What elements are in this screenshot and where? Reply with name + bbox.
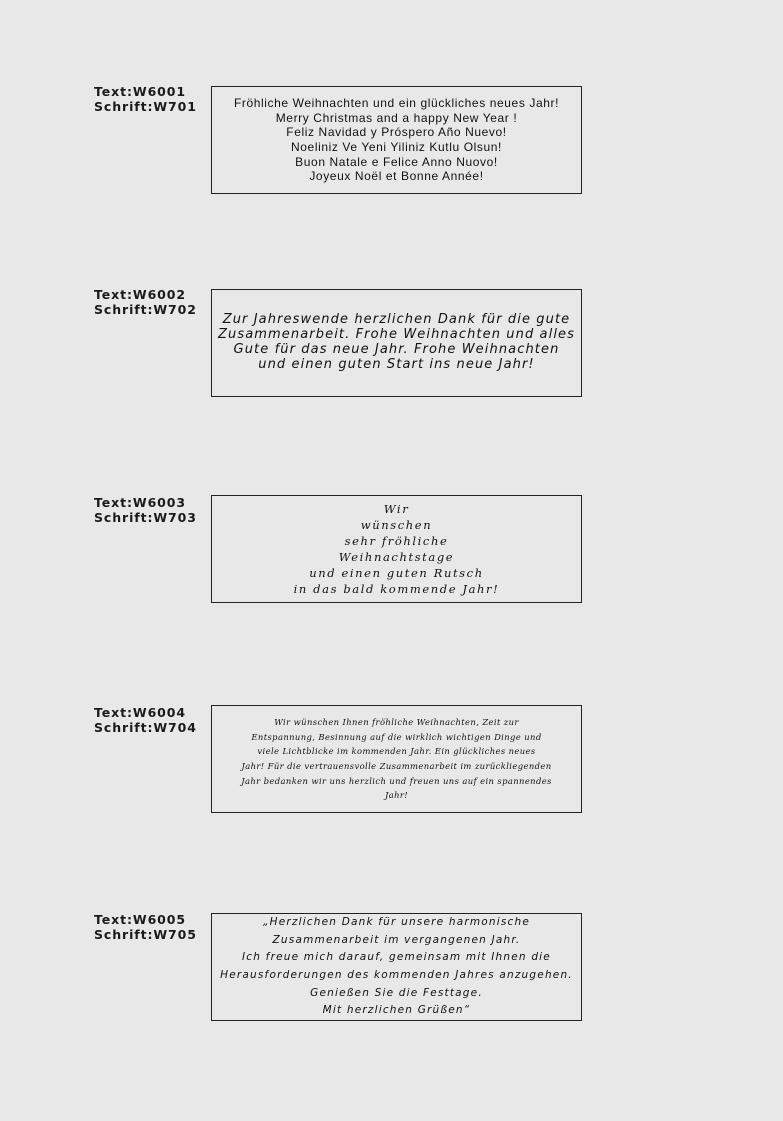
entry-labels: [94, 705, 197, 735]
greeting-line: Mit herzlichen Grüßen“: [322, 1004, 471, 1017]
greeting-line: Entspannung, Besinnung auf die wirklich wichtigen Dinge und: [251, 731, 542, 742]
greeting-line: Herausforderungen des kommenden Jahres anzugehen.: [220, 969, 573, 981]
greeting-line: Weihnachtstage: [338, 550, 455, 564]
entry-labels: [94, 495, 197, 525]
greeting-text-box: [211, 495, 582, 603]
greeting-line: Feliz Navidad y Próspero Año Nuevo!: [286, 125, 507, 140]
entry-labels: [94, 84, 197, 114]
greeting-line: Merry Christmas and a happy New Year !: [275, 110, 518, 125]
greeting-line: Fröhliche Weihnachten und ein glückliches neues Jahr!: [233, 96, 560, 111]
greeting-line: Wir: [383, 502, 410, 516]
font-code-label: Schrift:W702: [94, 302, 197, 317]
greeting-line: Joyeux Noël et Bonne Année!: [309, 169, 484, 184]
greeting-text-box: [211, 289, 582, 397]
greeting-line: Zusammenarbeit im vergangenen Jahr.: [272, 933, 521, 946]
greeting-line: viele Lichtblicke im kommenden Jahr. Ein glückliches neues: [257, 746, 536, 757]
entry-labels: [94, 912, 197, 942]
greeting-line: sehr fröhliche: [344, 534, 449, 548]
greeting-line: Noeliniz Ve Yeni Yiliniz Kutlu Olsun!: [291, 140, 502, 154]
text-code-label: Text:W6004: [94, 705, 186, 720]
text-code-label: Text:W6002: [94, 287, 186, 302]
greeting-line: Genießen Sie die Festtage.: [310, 986, 483, 999]
text-code-label: Text:W6003: [94, 495, 186, 510]
greeting-line: „Herzlichen Dank für unsere harmonische: [262, 916, 531, 929]
greeting-line: Zur Jahreswende herzlichen Dank für die gute: [222, 312, 571, 328]
font-code-label: Schrift:W704: [94, 720, 197, 735]
font-code-label: Schrift:W701: [94, 99, 197, 114]
entry-labels: [94, 287, 197, 317]
greeting-text-box: [211, 86, 582, 194]
text-code-label: Text:W6005: [94, 912, 186, 927]
greeting-line: und einen guten Start ins neue Jahr!: [258, 356, 535, 372]
greeting-line: Wir wünschen Ihnen fröhliche Weihnachten, Zeit zur: [274, 717, 519, 728]
greeting-line: Gute für das neue Jahr. Frohe Weihnachten: [233, 342, 560, 357]
font-code-label: Schrift:W705: [94, 927, 197, 942]
greeting-line: Zusammenarbeit. Frohe Weihnachten und alles: [217, 327, 575, 343]
greeting-line: wünschen: [360, 518, 433, 532]
greeting-line: Jahr!: [384, 790, 409, 801]
greeting-line: Jahr bedanken wir uns herzlich und freuen uns auf ein spannendes: [241, 775, 552, 786]
text-code-label: Text:W6001: [94, 84, 186, 99]
greeting-line: Jahr! Für die vertrauensvolle Zusammenarbeit im zurückliegenden: [241, 761, 552, 771]
greeting-text-box: [211, 913, 582, 1021]
font-code-label: Schrift:W703: [94, 510, 197, 525]
greeting-text-box: [211, 705, 582, 813]
greeting-line: und einen guten Rutsch: [309, 566, 484, 580]
greeting-line: Ich freue mich darauf, gemeinsam mit Ihnen die: [242, 951, 551, 964]
greeting-line: in das bald kommende Jahr!: [293, 582, 500, 596]
greeting-line: Buon Natale e Felice Anno Nuovo!: [295, 154, 498, 169]
